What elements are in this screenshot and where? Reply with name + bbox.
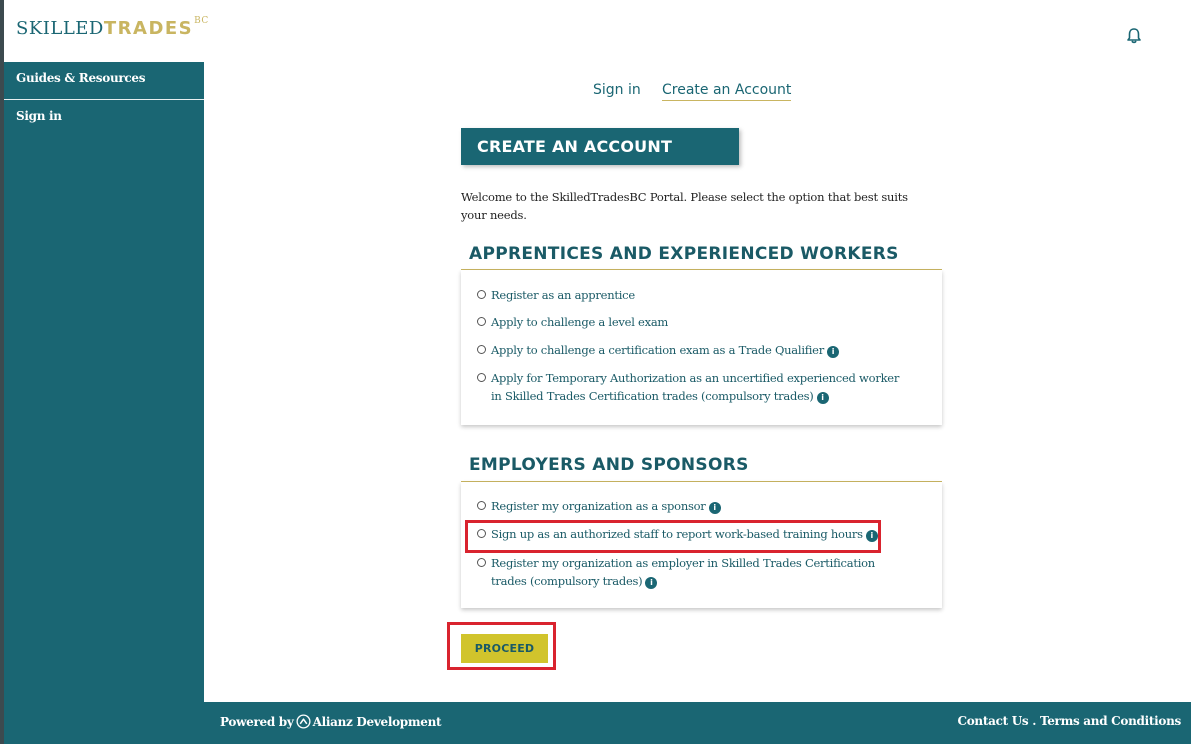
info-icon[interactable]: i bbox=[645, 577, 657, 589]
section-title-apprentices: APPRENTICES AND EXPERIENCED WORKERS bbox=[469, 244, 899, 264]
option-register-employer[interactable]: Register my organization as employer in Skilled Trades Certification trades (compulsory trades) i bbox=[477, 554, 911, 590]
logo[interactable] bbox=[4, 0, 209, 62]
option-temporary-authorization[interactable]: Apply for Temporary Authorization as an uncertified experienced worker in Skilled Trades Certification trades (compulsory trades) i bbox=[477, 369, 911, 405]
bell-icon[interactable] bbox=[1125, 26, 1143, 46]
tab-sign-in[interactable]: Sign in bbox=[593, 82, 641, 98]
info-icon[interactable]: i bbox=[709, 502, 721, 514]
apprentices-options-card bbox=[461, 270, 942, 425]
info-icon[interactable]: i bbox=[817, 392, 829, 404]
sidebar-item-guides-resources[interactable]: Guides & Resources bbox=[4, 62, 204, 100]
info-icon[interactable]: i bbox=[866, 530, 878, 542]
option-register-sponsor[interactable]: Register my organization as a sponsor i bbox=[477, 497, 911, 515]
proceed-button[interactable]: PROCEED bbox=[461, 634, 548, 663]
radio-button[interactable] bbox=[477, 373, 486, 382]
tab-create-account[interactable]: Create an Account bbox=[662, 82, 791, 101]
contact-us-link[interactable]: Contact Us bbox=[957, 714, 1029, 728]
terms-and-conditions-link[interactable]: Terms and Conditions bbox=[1039, 714, 1181, 728]
alianz-development-link[interactable]: Alianz Development bbox=[312, 714, 442, 729]
info-icon[interactable]: i bbox=[827, 346, 839, 358]
sidebar-item-sign-in[interactable]: Sign in bbox=[16, 109, 62, 123]
sidebar bbox=[4, 62, 204, 744]
option-register-apprentice[interactable]: Register as an apprentice bbox=[477, 286, 911, 304]
logo-text: $SKILLEDTRADES^{BC}$ bbox=[16, 16, 209, 39]
section-title-employers: EMPLOYERS AND SPONSORS bbox=[469, 455, 749, 475]
radio-button[interactable] bbox=[477, 290, 486, 299]
page-title: CREATE AN ACCOUNT bbox=[461, 128, 739, 165]
welcome-text: Welcome to the SkilledTradesBC Portal. Please select the option that best suits your needs. bbox=[461, 190, 908, 222]
option-trade-qualifier[interactable]: Apply to challenge a certification exam as a Trade Qualifier i bbox=[477, 341, 911, 359]
footer-links: Contact Us . Terms and Conditions bbox=[957, 714, 1181, 728]
alianz-logo-icon bbox=[296, 714, 311, 729]
highlight-box-proceed bbox=[447, 622, 556, 670]
footer bbox=[204, 702, 1191, 744]
option-challenge-level-exam[interactable]: Apply to challenge a level exam bbox=[477, 313, 911, 331]
powered-by: Powered by Alianz Development bbox=[220, 714, 442, 729]
radio-button[interactable] bbox=[477, 501, 486, 510]
radio-button[interactable] bbox=[477, 317, 486, 326]
radio-button[interactable] bbox=[477, 558, 486, 567]
option-authorized-staff[interactable]: Sign up as an authorized staff to report work-based training hours i bbox=[477, 525, 911, 543]
radio-button[interactable] bbox=[477, 345, 486, 354]
highlight-box-authorized-staff bbox=[465, 520, 881, 553]
